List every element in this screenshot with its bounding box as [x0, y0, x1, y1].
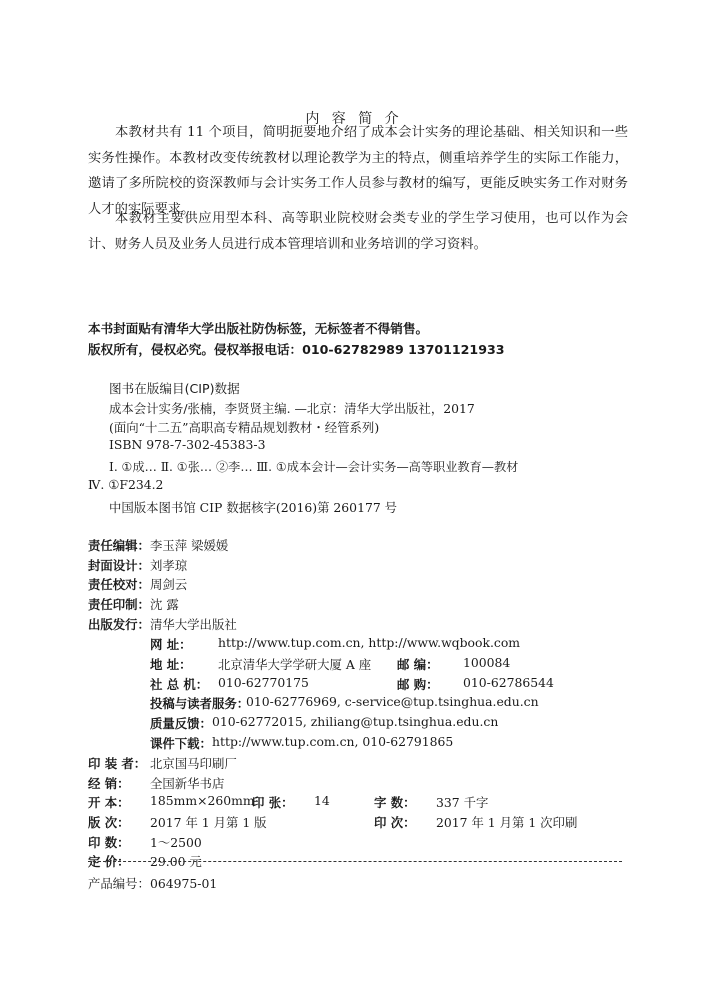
- cip-classification-line: Ⅰ. ①成… Ⅱ. ①张… ②李… Ⅲ. ①成本会计—会计实务—高等职业教育—教材: [109, 460, 519, 474]
- sheets-label: 印 张：: [252, 795, 294, 810]
- proofreader-value: 周剑云: [150, 577, 188, 592]
- impression-label: 印 次：: [374, 815, 416, 830]
- cip-heading: 图书在版编目(CIP)数据: [109, 381, 240, 396]
- cip-title-line: 成本会计实务/张楠，李贤贤主编. —北京：清华大学出版社，2017: [109, 401, 475, 416]
- reader-service-label: 投稿与读者服务：: [150, 696, 250, 711]
- intro-heading: 内 容 简 介: [305, 111, 403, 127]
- address-label: 地 址：: [150, 657, 192, 672]
- word-count-value: 337 千字: [436, 795, 489, 810]
- proofreader-label: 责任校对：: [88, 577, 150, 592]
- print-run-value: 1～2500: [150, 835, 202, 850]
- zip-label: 邮 编：: [397, 657, 439, 672]
- distributor-value: 全国新华书店: [150, 776, 225, 791]
- distributor-label: 经 销：: [88, 776, 130, 791]
- editor-label: 责任编辑：: [88, 538, 150, 553]
- edition-value: 2017 年 1 月第 1 版: [150, 815, 267, 830]
- publisher-value: 清华大学出版社: [150, 617, 237, 632]
- website-value: http://www.tup.com.cn, http://www.wqbook.com: [218, 635, 521, 650]
- impression-value: 2017 年 1 月第 1 次印刷: [436, 815, 578, 830]
- intro-paragraph-1: 本教材共有 11 个项目，简明扼要地介绍了成本会计实务的理论基础、相关知识和一些实务性操作。本教材改变传统教材以理论教学为主的特点，侧重培养学生的实际工作能力，邀请了多所院校的资深教师与会计实务工作人员参与教材的编写，更能反映实务工作对财务人才的实际要求。: [88, 125, 628, 217]
- print-manager-label: 责任印制：: [88, 597, 150, 612]
- word-count-label: 字 数：: [374, 795, 416, 810]
- dashed-divider: [88, 861, 622, 862]
- quality-feedback-label: 质量反馈：: [150, 716, 212, 731]
- mail-order-value: 010-62786544: [463, 675, 554, 690]
- cip-record-line: 中国版本图书馆 CIP 数据核字(2016)第 260177 号: [109, 500, 398, 515]
- mail-order-label: 邮 购：: [397, 677, 439, 692]
- quality-feedback-value: 010-62772015, zhiliang@tup.tsinghua.edu.cn: [212, 714, 499, 729]
- format-value: 185mm×260mm: [150, 793, 255, 808]
- anti-counterfeit-notice: 本书封面贴有清华大学出版社防伪标签，无标签者不得销售。: [88, 321, 429, 336]
- editor-value: 李玉萍 梁媛媛: [150, 538, 229, 553]
- printer-label: 印 装 者：: [88, 756, 147, 771]
- cover-design-value: 刘孝琼: [150, 558, 188, 573]
- price-value: 29.00 元: [150, 854, 202, 869]
- publisher-label: 出版发行：: [88, 617, 150, 632]
- courseware-download-value: http://www.tup.com.cn, 010-62791865: [212, 734, 454, 749]
- copyright-notice: 版权所有，侵权必究。侵权举报电话：010-62782989 13701121933: [88, 342, 505, 357]
- zip-value: 100084: [463, 655, 511, 670]
- print-manager-value: 沈 露: [150, 597, 179, 612]
- format-label: 开 本：: [88, 795, 130, 810]
- price-label: 定 价：: [88, 854, 130, 869]
- reader-service-value: 010-62776969, c-service@tup.tsinghua.edu.cn: [246, 694, 539, 709]
- cip-clc-line: Ⅳ. ①F234.2: [88, 477, 164, 492]
- print-run-label: 印 数：: [88, 835, 130, 850]
- cip-isbn-line: ISBN 978-7-302-45383-3: [109, 437, 266, 452]
- printer-value: 北京国马印刷厂: [150, 756, 237, 771]
- edition-label: 版 次：: [88, 815, 130, 830]
- intro-paragraph-2: 本教材主要供应用型本科、高等职业院校财会类专业的学生学习使用，也可以作为会计、财务人员及业务人员进行成本管理培训和业务培训的学习资料。: [88, 211, 628, 252]
- address-value: 北京清华大学学研大厦 A 座: [218, 657, 372, 672]
- switchboard-value: 010-62770175: [218, 675, 309, 690]
- switchboard-label: 社 总 机：: [150, 677, 209, 692]
- courseware-download-label: 课件下载：: [150, 736, 212, 751]
- cip-series-line: (面向“十二五”高职高专精品规划教材・经管系列): [109, 420, 380, 435]
- cover-design-label: 封面设计：: [88, 558, 150, 573]
- product-code: 产品编号：064975-01: [88, 876, 218, 891]
- website-label: 网 址：: [150, 637, 192, 652]
- sheets-value: 14: [314, 793, 330, 808]
